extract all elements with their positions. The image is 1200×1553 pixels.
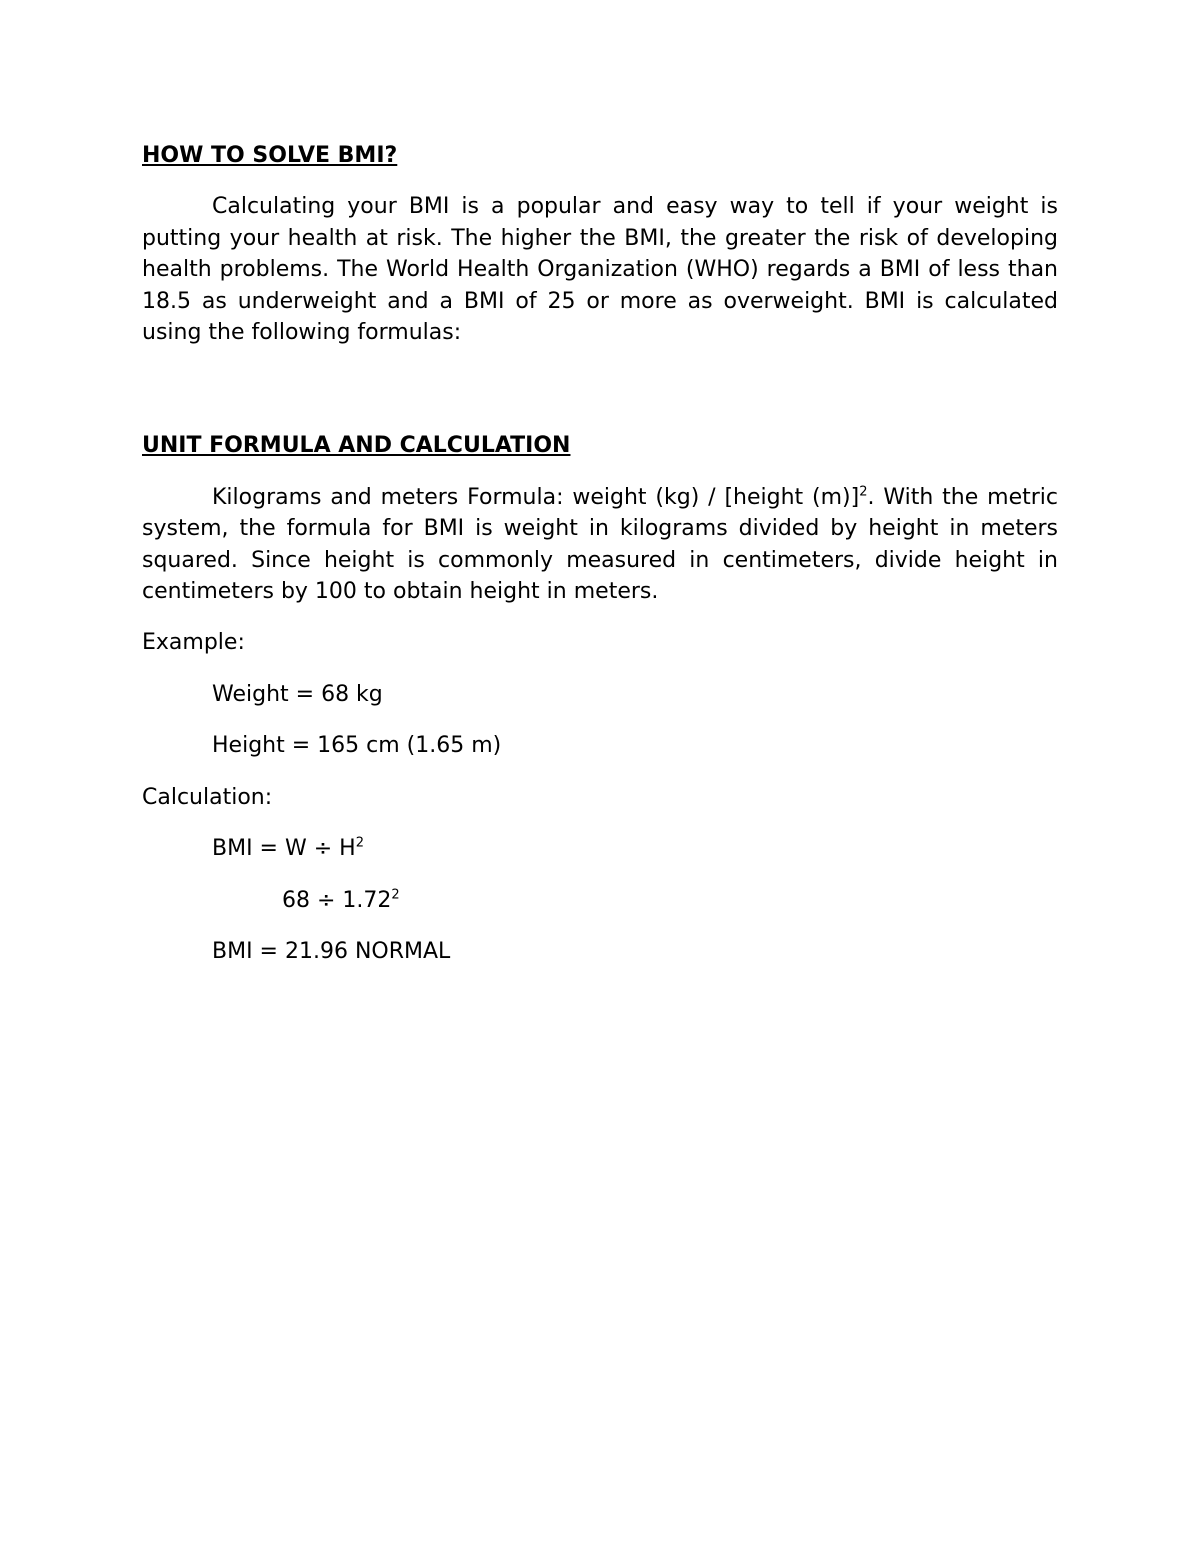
calculation-label: Calculation:: [142, 784, 273, 810]
heading-how-to-solve-bmi: HOW TO SOLVE BMI?: [142, 143, 398, 168]
heading-unit-formula: UNIT FORMULA AND CALCULATION: [142, 433, 571, 459]
calculation-formula-base: BMI = W ÷ H: [212, 836, 356, 862]
formula-paragraph: [142, 482, 1058, 608]
calculation-result: BMI = 21.96 NORMAL: [212, 938, 451, 964]
formula-paragraph-part1: Kilograms and meters Formula: weight (kg) / [height (m)]: [212, 484, 860, 510]
calculation-step-base: 68 ÷ 1.72: [282, 887, 392, 913]
example-label: Example:: [142, 630, 245, 656]
formula-paragraph-part2: . With the metric system, the formula for BMI is weight in kilograms divided by height in meters squared. Since height is commonly measured in centimeters, divide height in centimeters by 100 to obtain height in meters.: [142, 484, 1058, 605]
calculation-step: [142, 885, 1058, 916]
example-height: Height = 165 cm (1.65 m): [212, 733, 502, 759]
calculation-step-superscript: 2: [391, 887, 400, 903]
formula-paragraph-superscript: 2: [859, 484, 868, 500]
example-weight: Weight = 68 kg: [212, 681, 383, 707]
intro-paragraph: Calculating your BMI is a popular and easy way to tell if your weight is putting your health at risk. The higher the BMI, the greater the risk of developing health problems. The World Health Organization (WHO) regards a BMI of less than 18.5 as underweight and a BMI of 25 or more as overweight. BMI is calculated using the following formulas:: [142, 194, 1058, 346]
calculation-formula-superscript: 2: [355, 835, 364, 851]
document-page: [142, 140, 1058, 967]
calculation-formula: [142, 833, 1058, 864]
